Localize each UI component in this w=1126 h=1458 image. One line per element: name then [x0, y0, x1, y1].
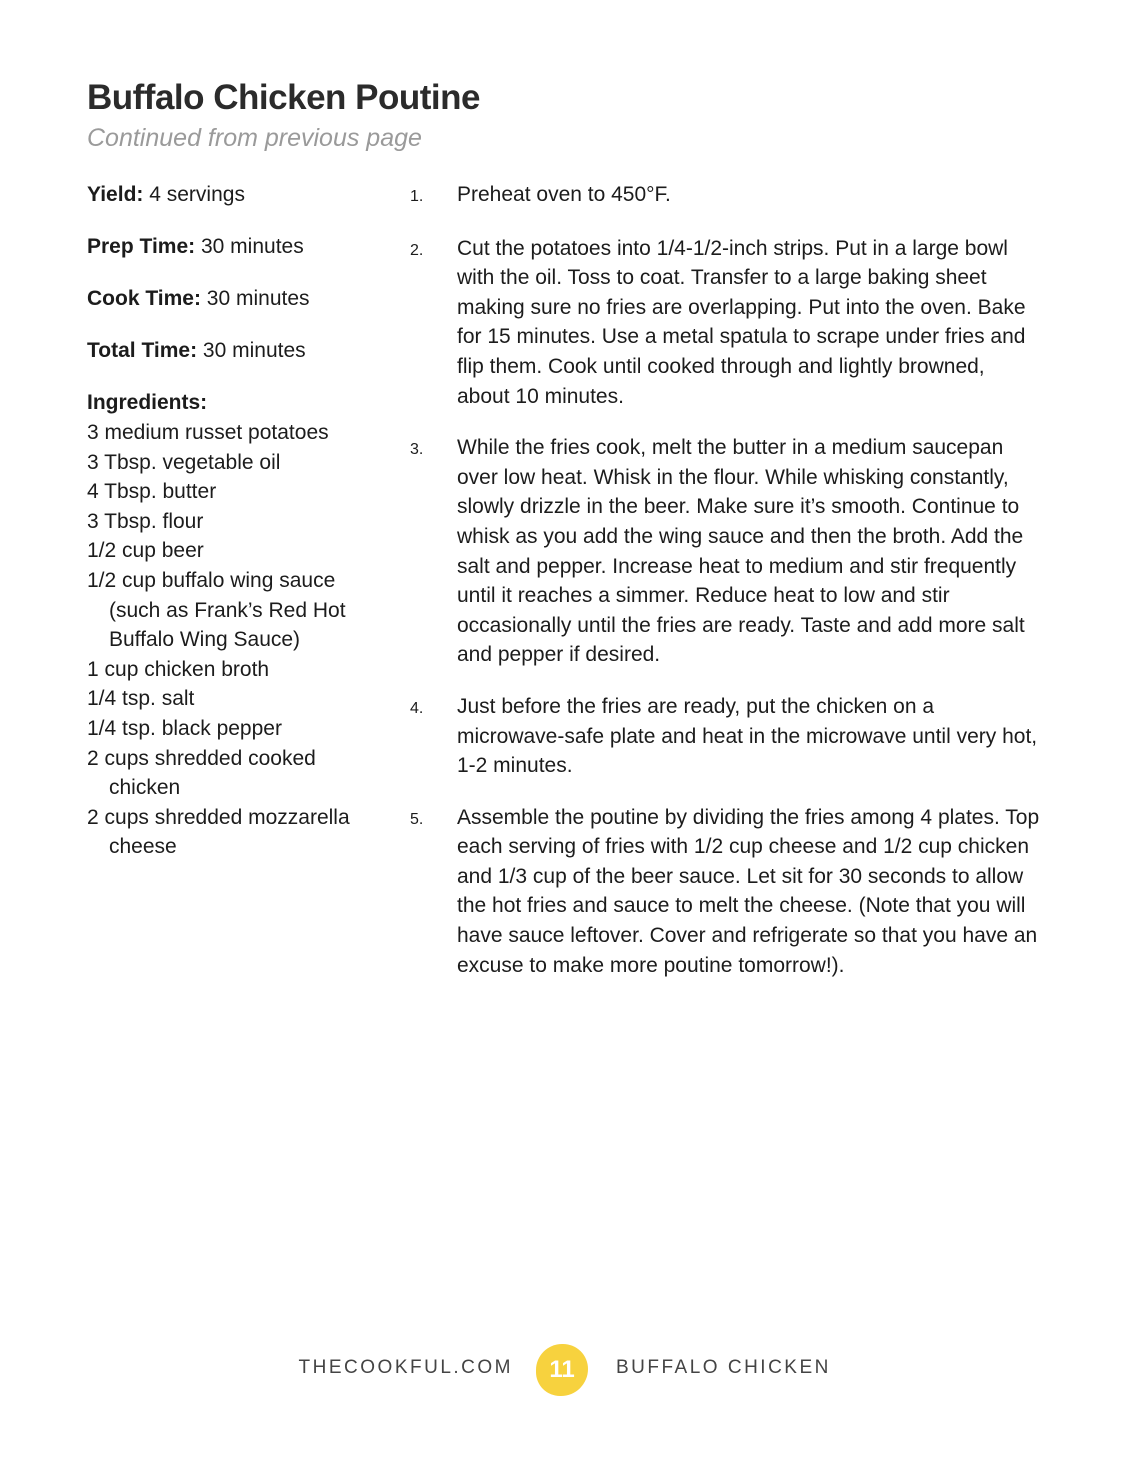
ingredient-item: 3 Tbsp. flour [87, 509, 204, 533]
step-text: Cut the potatoes into 1/4-1/2-inch strips. Put in a large bowl with the oil. Toss to coat. Transfer to a large baking sheet making sure no fries are overlapping. Put into the oven. Bake for 15 minutes. Use a metal spatula to scrape under fries and flip them. Cook until cooked through and lightly browned, about 10 minutes. [457, 236, 1026, 408]
instruction-step [410, 234, 1050, 412]
footer-section-name: BUFFALO CHICKEN [616, 1357, 831, 1378]
step-number: 3. [410, 441, 424, 459]
step-text: Just before the fries are ready, put the chicken on a microwave-safe plate and heat in the microwave until very hot, 1-2 minutes. [457, 694, 1038, 778]
prep-time-value: 30 minutes [195, 235, 304, 258]
footer-site-name: THECOOKFUL.COM [298, 1357, 513, 1378]
ingredient-item: 2 cups shredded cooked chicken [87, 746, 316, 800]
ingredient-item: 2 cups shredded mozzarella cheese [87, 805, 350, 859]
instructions-column [410, 180, 1050, 1002]
step-number: 5. [410, 810, 424, 828]
total-time-row [87, 336, 387, 366]
yield-value: 4 servings [143, 183, 245, 206]
ingredients-list [87, 418, 387, 862]
step-text: Assemble the poutine by dividing the fries among 4 plates. Top each serving of fries with 1/2 cup cheese and 1/2 cup chicken and 1/3 cup of the beer sauce. Let sit for 30 seconds to allow the hot fries and sauce to melt the cheese. (Note that you will have sauce leftover. Cover and refrigerate so that you have an excuse to make more poutine tomorrow!). [457, 805, 1040, 977]
ingredient-item: 1/4 tsp. black pepper [87, 716, 282, 740]
ingredients-heading: Ingredients: [87, 391, 208, 414]
cook-time-value: 30 minutes [200, 287, 310, 310]
prep-time-label: Prep Time: [87, 235, 196, 258]
ingredient-item: 4 Tbsp. butter [87, 480, 217, 504]
step-number: 2. [410, 241, 424, 259]
step-text: Preheat oven to 450°F. [457, 183, 671, 206]
page-number-badge: 11 [536, 1344, 588, 1396]
prep-time-row [87, 232, 387, 262]
instruction-step [410, 692, 1050, 781]
step-number: 1. [410, 188, 424, 205]
ingredient-item: 1/4 tsp. salt [87, 687, 195, 711]
instruction-step [410, 180, 1050, 212]
yield-row [87, 180, 387, 210]
recipe-details-column [87, 180, 387, 862]
total-time-value: 30 minutes [197, 339, 306, 362]
yield-label: Yield: [87, 183, 144, 206]
ingredient-item: 1/2 cup buffalo wing sauce (such as Frank’s Red Hot Buffalo Wing Sauce) [87, 568, 346, 652]
ingredient-item: 3 medium russet potatoes [87, 421, 329, 444]
step-number: 4. [410, 699, 424, 717]
cook-time-row [87, 284, 387, 314]
ingredient-item: 1/2 cup beer [87, 539, 204, 563]
instruction-step [410, 803, 1050, 981]
cook-time-label: Cook Time: [87, 287, 201, 310]
total-time-label: Total Time: [87, 339, 198, 362]
instruction-step [410, 433, 1050, 670]
page-footer [0, 1340, 1126, 1400]
step-text: While the fries cook, melt the butter in a medium saucepan over low heat. Whisk in the flour. While whisking constantly, slowly drizzle in the beer. Make sure it’s smooth. Continue to whisk as you add the wing sauce and then the broth. Add the salt and pepper. Increase heat to medium and stir frequently until it reaches a simmer. Reduce heat to low and stir occasionally until the fries are ready. Taste and add more salt and pepper if desired. [457, 436, 1025, 667]
ingredient-item: 3 Tbsp. vegetable oil [87, 450, 281, 474]
continued-note: Continued from previous page [87, 124, 422, 152]
ingredient-item: 1 cup chicken broth [87, 657, 270, 681]
recipe-title: Buffalo Chicken Poutine [87, 78, 480, 117]
